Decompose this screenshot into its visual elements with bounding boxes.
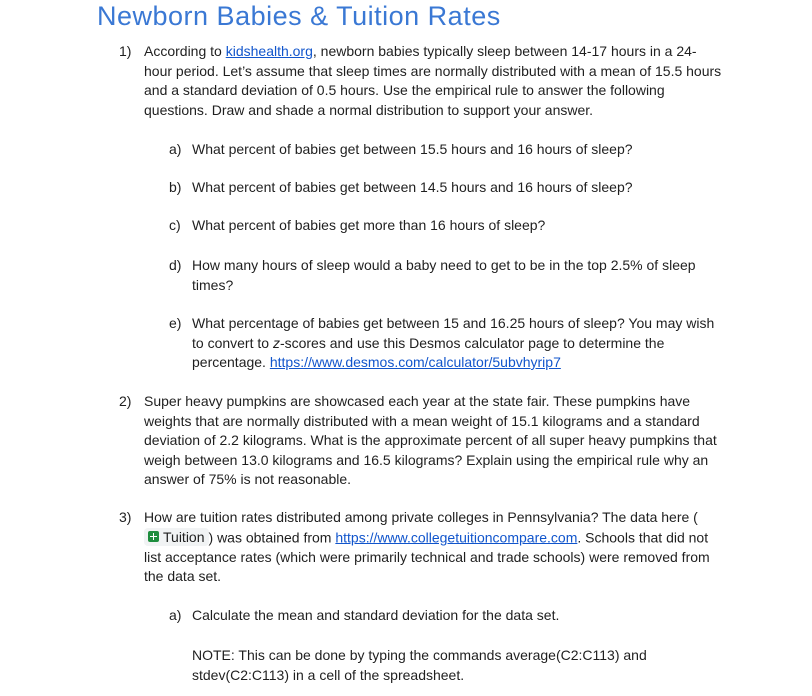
- q1b-label: b): [169, 179, 182, 195]
- q1c-text: What percent of babies get more than 16 hours of sleep?: [192, 217, 546, 233]
- q1a-label: a): [169, 141, 182, 157]
- q1-text: According to kidshealth.org, newborn babies typically sleep between 14-17 hours in a 24-hour period. Let’s assume that sleep times are normally distributed with a mean of 15.5 hours and a standard deviation of 0.5 hours. Use the empirical rule to answer the following questions. Draw and shade a normal distribution to support your answer.: [144, 43, 722, 118]
- q1b-text: What percent of babies get between 14.5 hours and 16 hours of sleep?: [192, 179, 633, 195]
- q2-text: Super heavy pumpkins are showcased each year at the state fair. These pumpkins have weights that are normally distributed with a mean weight of 15.1 kilograms and a standard deviation of 2.2 kilograms. What is the approximate percent of all super heavy pumpkins that weigh between 13.0 kilograms and 16.5 kilograms? Explain using the empirical rule why an answer of 75% is not reasonable.: [144, 393, 717, 487]
- q3-number: 3): [119, 509, 132, 525]
- q3-note: NOTE: This can be done by typing the commands average(C2:C113) and stdev(C2:C113) in a cell of the spreadsheet.: [192, 647, 647, 683]
- desmos-link[interactable]: https://www.desmos.com/calculator/5ubvhyrip7: [269, 354, 561, 370]
- collegetuition-link[interactable]: https://www.collegetuitioncompare.com: [335, 529, 578, 545]
- q1d-text: How many hours of sleep would a baby need to get to be in the top 2.5% of sleep times?: [192, 257, 696, 293]
- q1c-label: c): [169, 217, 181, 233]
- q2-number: 2): [119, 393, 132, 409]
- q1e-label: e): [169, 315, 182, 331]
- q3-text: How are tuition rates distributed among private colleges in Pennsylvania? The data here ( Tuition ) was obtained from https://www.collegetuitioncompare.com. Schools that did not list acceptance rates (which were primarily technical and trade schools) were removed from the data set.: [144, 509, 710, 584]
- q1e-text: What percentage of babies get between 15 and 16.25 hours of sleep? You may wish to convert to z-scores and use this Desmos calculator page to determine the percentage. https://www.desmos.com/calculator/5ubvhyrip7: [192, 315, 715, 370]
- kidshealth-link[interactable]: kidshealth.org: [225, 43, 313, 59]
- q3a-text: Calculate the mean and standard deviation for the data set.: [192, 607, 560, 623]
- q3a-label: a): [169, 607, 182, 623]
- q1a-text: What percent of babies get between 15.5 hours and 16 hours of sleep?: [192, 141, 633, 157]
- page-title: Newborn Babies & Tuition Rates: [97, 1, 501, 31]
- tuition-sheet-chip[interactable]: Tuition: [144, 528, 209, 546]
- q1d-label: d): [169, 257, 182, 273]
- q1-number: 1): [119, 43, 132, 59]
- spreadsheet-icon: [148, 531, 159, 542]
